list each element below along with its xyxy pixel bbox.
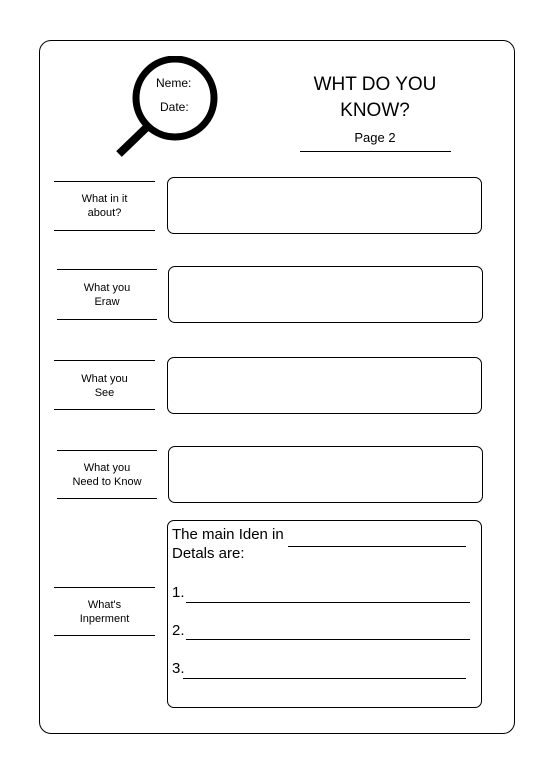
label-line-top: [54, 360, 155, 361]
answer-box-need-to-know[interactable]: [168, 446, 483, 503]
row-label-see: What you See: [81, 373, 128, 399]
label-line-bottom: [54, 409, 155, 410]
answer-box-draw[interactable]: [168, 266, 483, 323]
detail-number-2: 2.: [172, 622, 185, 639]
detail-number-3: 3.: [172, 660, 185, 677]
date-label: Date:: [160, 100, 189, 114]
label-line-bottom: [54, 635, 155, 636]
label-line-bottom: [57, 498, 157, 499]
detail-line-3[interactable]: [183, 678, 466, 679]
label-line-bottom: [57, 319, 157, 320]
label-line-top: [57, 269, 157, 270]
row-label-draw: What you Eraw: [83, 282, 131, 308]
label-line-top: [54, 587, 155, 588]
label-line-top: [57, 450, 157, 451]
row-label-important: What's Inperment: [79, 599, 130, 625]
title-line-1: WHT DO YOU: [313, 74, 437, 95]
page-number: Page 2: [354, 130, 396, 145]
row-label-about: What in it about?: [81, 193, 128, 219]
row-label-need-to-know: What you Need to Know: [72, 462, 142, 488]
main-idea-prompt: The main Iden in: [172, 526, 284, 543]
page-title: [290, 72, 460, 124]
detail-line-2[interactable]: [186, 639, 470, 640]
answer-box-about[interactable]: [167, 177, 482, 234]
label-line-top: [54, 181, 155, 182]
answer-box-see[interactable]: [167, 357, 482, 414]
details-label: Detals are:: [172, 545, 245, 562]
title-line-2: KNOW?: [340, 100, 410, 121]
label-line-bottom: [54, 230, 155, 231]
title-underline: [300, 151, 451, 152]
main-idea-answer-line[interactable]: [288, 546, 466, 547]
detail-line-1[interactable]: [186, 602, 470, 603]
name-label: Neme:: [156, 76, 192, 90]
detail-number-1: 1.: [172, 584, 185, 601]
